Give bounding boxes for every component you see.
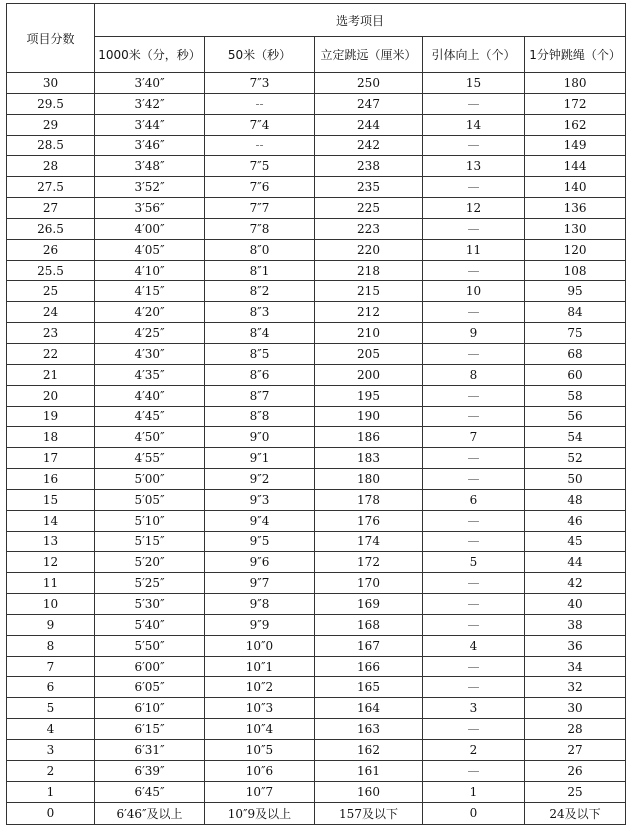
run-1000m-cell: 5′30″: [95, 594, 205, 615]
run-50m-cell: 10″2: [205, 677, 315, 698]
table-row: [7, 781, 626, 802]
run-50m-cell: 9″7: [205, 573, 315, 594]
score-cell: 23: [7, 323, 95, 344]
pull-ups-cell: —: [423, 531, 525, 552]
run-50m-cell: 8″3: [205, 302, 315, 323]
table-header: [7, 4, 626, 73]
jump-rope-cell: 172: [525, 93, 626, 114]
table-row: [7, 198, 626, 219]
jump-rope-cell: 40: [525, 594, 626, 615]
long-jump-cell: 168: [315, 614, 423, 635]
score-cell: 25.5: [7, 260, 95, 281]
score-cell: 20: [7, 385, 95, 406]
jump-rope-cell: 30: [525, 698, 626, 719]
long-jump-cell: 195: [315, 385, 423, 406]
long-jump-cell: 163: [315, 719, 423, 740]
run-1000m-cell: 6′46″及以上: [95, 802, 205, 824]
table-row: [7, 469, 626, 490]
long-jump-cell: 176: [315, 510, 423, 531]
pull-ups-cell: 4: [423, 635, 525, 656]
pull-ups-cell: 15: [423, 73, 525, 94]
jump-rope-cell: 144: [525, 156, 626, 177]
table-row: [7, 573, 626, 594]
long-jump-cell: 225: [315, 198, 423, 219]
pull-ups-cell: —: [423, 177, 525, 198]
run-1000m-cell: 5′50″: [95, 635, 205, 656]
table-row: [7, 614, 626, 635]
table-row: [7, 677, 626, 698]
jump-rope-cell: 46: [525, 510, 626, 531]
run-50m-cell: 10″4: [205, 719, 315, 740]
long-jump-cell: 170: [315, 573, 423, 594]
run-1000m-cell: 6′45″: [95, 781, 205, 802]
long-jump-cell: 210: [315, 323, 423, 344]
table-row: [7, 239, 626, 260]
score-cell: 2: [7, 760, 95, 781]
score-cell: 24: [7, 302, 95, 323]
table-row: [7, 260, 626, 281]
score-cell: 13: [7, 531, 95, 552]
score-cell: 27.5: [7, 177, 95, 198]
jump-rope-cell: 24及以下: [525, 802, 626, 824]
jump-rope-cell: 28: [525, 719, 626, 740]
run-50m-cell: 8″8: [205, 406, 315, 427]
score-cell: 27: [7, 198, 95, 219]
score-cell: 18: [7, 427, 95, 448]
run-1000m-cell: 4′30″: [95, 343, 205, 364]
score-cell: 4: [7, 719, 95, 740]
run-50m-cell: 7″7: [205, 198, 315, 219]
table-row: [7, 364, 626, 385]
run-50m-cell: 7″5: [205, 156, 315, 177]
table-row: [7, 719, 626, 740]
table-row: [7, 177, 626, 198]
pull-ups-cell: 0: [423, 802, 525, 824]
pull-ups-cell: —: [423, 677, 525, 698]
table-row: [7, 802, 626, 824]
table-row: [7, 302, 626, 323]
jump-rope-cell: 58: [525, 385, 626, 406]
score-cell: 28.5: [7, 135, 95, 156]
pull-ups-cell: 1: [423, 781, 525, 802]
run-50m-cell: 10″3: [205, 698, 315, 719]
table-row: [7, 385, 626, 406]
jump-rope-cell: 38: [525, 614, 626, 635]
run-1000m-cell: 3′40″: [95, 73, 205, 94]
jump-rope-cell: 44: [525, 552, 626, 573]
table-row: [7, 323, 626, 344]
run-1000m-cell: 6′39″: [95, 760, 205, 781]
jump-rope-cell: 149: [525, 135, 626, 156]
table-row: [7, 594, 626, 615]
run-50m-cell: 9″3: [205, 489, 315, 510]
run-1000m-cell: 4′45″: [95, 406, 205, 427]
table-row: [7, 489, 626, 510]
table-row: [7, 510, 626, 531]
pull-ups-cell: —: [423, 218, 525, 239]
run-50m-cell: 10″5: [205, 740, 315, 761]
long-jump-cell: 178: [315, 489, 423, 510]
score-cell: 30: [7, 73, 95, 94]
pull-ups-cell: 10: [423, 281, 525, 302]
score-cell: 12: [7, 552, 95, 573]
jump-rope-cell: 25: [525, 781, 626, 802]
table-row: [7, 698, 626, 719]
jump-rope-cell: 34: [525, 656, 626, 677]
pull-ups-cell: —: [423, 260, 525, 281]
long-jump-cell: 235: [315, 177, 423, 198]
long-jump-cell: 244: [315, 114, 423, 135]
long-jump-cell: 220: [315, 239, 423, 260]
long-jump-cell: 186: [315, 427, 423, 448]
run-1000m-cell: 4′50″: [95, 427, 205, 448]
score-cell: 17: [7, 448, 95, 469]
table-row: [7, 656, 626, 677]
score-cell: 3: [7, 740, 95, 761]
score-cell: 0: [7, 802, 95, 824]
run-1000m-cell: 4′20″: [95, 302, 205, 323]
elective-items-header: 选考项目: [95, 4, 626, 37]
run-1000m-cell: 4′35″: [95, 364, 205, 385]
score-cell: 8: [7, 635, 95, 656]
run-50m-cell: 9″4: [205, 510, 315, 531]
run-1000m-cell: 4′55″: [95, 448, 205, 469]
run-50m-cell: 9″9: [205, 614, 315, 635]
run-50m-cell: 9″5: [205, 531, 315, 552]
score-cell: 7: [7, 656, 95, 677]
run-1000m-cell: 5′25″: [95, 573, 205, 594]
run-1000m-cell: 4′40″: [95, 385, 205, 406]
run-50m-cell: 7″3: [205, 73, 315, 94]
run-50m-cell: 8″1: [205, 260, 315, 281]
score-cell: 15: [7, 489, 95, 510]
long-jump-cell: 161: [315, 760, 423, 781]
jump-rope-cell: 140: [525, 177, 626, 198]
run-1000m-cell: 3′52″: [95, 177, 205, 198]
table-row: [7, 427, 626, 448]
table-row: [7, 114, 626, 135]
pull-ups-cell: —: [423, 719, 525, 740]
run-1000m-cell: 5′20″: [95, 552, 205, 573]
run-1000m-cell: 3′44″: [95, 114, 205, 135]
table-row: [7, 218, 626, 239]
pull-ups-cell: —: [423, 135, 525, 156]
col-header-pull-ups: 引体向上（个）: [423, 37, 525, 73]
run-1000m-cell: 5′15″: [95, 531, 205, 552]
long-jump-cell: 160: [315, 781, 423, 802]
run-1000m-cell: 4′15″: [95, 281, 205, 302]
jump-rope-cell: 52: [525, 448, 626, 469]
long-jump-cell: 172: [315, 552, 423, 573]
jump-rope-cell: 180: [525, 73, 626, 94]
run-1000m-cell: 5′10″: [95, 510, 205, 531]
long-jump-cell: 162: [315, 740, 423, 761]
run-50m-cell: 8″5: [205, 343, 315, 364]
score-cell: 21: [7, 364, 95, 385]
table-row: [7, 281, 626, 302]
score-cell: 28: [7, 156, 95, 177]
run-50m-cell: 8″6: [205, 364, 315, 385]
long-jump-cell: 164: [315, 698, 423, 719]
long-jump-cell: 250: [315, 73, 423, 94]
long-jump-cell: 205: [315, 343, 423, 364]
table-row: [7, 343, 626, 364]
pull-ups-cell: —: [423, 573, 525, 594]
pull-ups-cell: 9: [423, 323, 525, 344]
run-50m-cell: 7″6: [205, 177, 315, 198]
long-jump-cell: 167: [315, 635, 423, 656]
long-jump-cell: 200: [315, 364, 423, 385]
jump-rope-cell: 162: [525, 114, 626, 135]
long-jump-cell: 215: [315, 281, 423, 302]
jump-rope-cell: 136: [525, 198, 626, 219]
score-column-header: 项目分数: [7, 4, 95, 73]
score-cell: 22: [7, 343, 95, 364]
jump-rope-cell: 32: [525, 677, 626, 698]
run-50m-cell: 9″8: [205, 594, 315, 615]
long-jump-cell: 180: [315, 469, 423, 490]
jump-rope-cell: 26: [525, 760, 626, 781]
run-50m-cell: 10″1: [205, 656, 315, 677]
jump-rope-cell: 48: [525, 489, 626, 510]
run-50m-cell: 10″9及以上: [205, 802, 315, 824]
run-50m-cell: 7″8: [205, 218, 315, 239]
long-jump-cell: 223: [315, 218, 423, 239]
long-jump-cell: 165: [315, 677, 423, 698]
run-1000m-cell: 5′05″: [95, 489, 205, 510]
pull-ups-cell: —: [423, 594, 525, 615]
jump-rope-cell: 45: [525, 531, 626, 552]
score-cell: 5: [7, 698, 95, 719]
pull-ups-cell: —: [423, 656, 525, 677]
score-cell: 9: [7, 614, 95, 635]
run-1000m-cell: 3′48″: [95, 156, 205, 177]
jump-rope-cell: 84: [525, 302, 626, 323]
pull-ups-cell: 6: [423, 489, 525, 510]
long-jump-cell: 247: [315, 93, 423, 114]
table-row: [7, 760, 626, 781]
run-50m-cell: 9″2: [205, 469, 315, 490]
table-body: [7, 73, 626, 825]
long-jump-cell: 238: [315, 156, 423, 177]
pull-ups-cell: 5: [423, 552, 525, 573]
table-row: [7, 448, 626, 469]
jump-rope-cell: 50: [525, 469, 626, 490]
run-1000m-cell: 5′40″: [95, 614, 205, 635]
run-50m-cell: --: [205, 93, 315, 114]
run-1000m-cell: 3′46″: [95, 135, 205, 156]
run-1000m-cell: 5′00″: [95, 469, 205, 490]
long-jump-cell: 174: [315, 531, 423, 552]
run-1000m-cell: 6′31″: [95, 740, 205, 761]
run-1000m-cell: 6′00″: [95, 656, 205, 677]
run-1000m-cell: 6′15″: [95, 719, 205, 740]
run-1000m-cell: 3′42″: [95, 93, 205, 114]
table-row: [7, 635, 626, 656]
jump-rope-cell: 60: [525, 364, 626, 385]
pull-ups-cell: 7: [423, 427, 525, 448]
jump-rope-cell: 108: [525, 260, 626, 281]
pull-ups-cell: —: [423, 760, 525, 781]
table-row: [7, 552, 626, 573]
long-jump-cell: 157及以下: [315, 802, 423, 824]
run-50m-cell: 8″0: [205, 239, 315, 260]
long-jump-cell: 190: [315, 406, 423, 427]
jump-rope-cell: 130: [525, 218, 626, 239]
long-jump-cell: 169: [315, 594, 423, 615]
table-row: [7, 531, 626, 552]
long-jump-cell: 212: [315, 302, 423, 323]
table-row: [7, 740, 626, 761]
run-50m-cell: --: [205, 135, 315, 156]
run-50m-cell: 8″7: [205, 385, 315, 406]
table-row: [7, 156, 626, 177]
pull-ups-cell: —: [423, 448, 525, 469]
col-header-standing-long-jump: 立定跳远（厘米）: [315, 37, 423, 73]
col-header-1000m: 1000米（分，秒）: [95, 37, 205, 73]
pull-ups-cell: —: [423, 93, 525, 114]
run-1000m-cell: 3′56″: [95, 198, 205, 219]
pull-ups-cell: 2: [423, 740, 525, 761]
run-50m-cell: 9″6: [205, 552, 315, 573]
col-header-50m: 50米（秒）: [205, 37, 315, 73]
col-header-jump-rope: 1分钟跳绳（个）: [525, 37, 626, 73]
run-50m-cell: 8″2: [205, 281, 315, 302]
run-1000m-cell: 4′25″: [95, 323, 205, 344]
jump-rope-cell: 120: [525, 239, 626, 260]
jump-rope-cell: 27: [525, 740, 626, 761]
score-cell: 1: [7, 781, 95, 802]
run-50m-cell: 9″0: [205, 427, 315, 448]
long-jump-cell: 218: [315, 260, 423, 281]
run-50m-cell: 10″0: [205, 635, 315, 656]
run-1000m-cell: 4′05″: [95, 239, 205, 260]
pull-ups-cell: —: [423, 469, 525, 490]
score-cell: 26: [7, 239, 95, 260]
pull-ups-cell: —: [423, 343, 525, 364]
jump-rope-cell: 95: [525, 281, 626, 302]
pull-ups-cell: —: [423, 510, 525, 531]
pull-ups-cell: 8: [423, 364, 525, 385]
pull-ups-cell: 3: [423, 698, 525, 719]
run-1000m-cell: 6′10″: [95, 698, 205, 719]
jump-rope-cell: 36: [525, 635, 626, 656]
run-1000m-cell: 6′05″: [95, 677, 205, 698]
score-table: [6, 3, 626, 825]
run-50m-cell: 10″6: [205, 760, 315, 781]
pull-ups-cell: —: [423, 406, 525, 427]
table-row: [7, 93, 626, 114]
pull-ups-cell: —: [423, 302, 525, 323]
jump-rope-cell: 75: [525, 323, 626, 344]
run-50m-cell: 7″4: [205, 114, 315, 135]
score-cell: 19: [7, 406, 95, 427]
jump-rope-cell: 54: [525, 427, 626, 448]
table-row: [7, 73, 626, 94]
long-jump-cell: 183: [315, 448, 423, 469]
score-cell: 14: [7, 510, 95, 531]
jump-rope-cell: 68: [525, 343, 626, 364]
run-1000m-cell: 4′10″: [95, 260, 205, 281]
score-cell: 6: [7, 677, 95, 698]
pull-ups-cell: 14: [423, 114, 525, 135]
long-jump-cell: 166: [315, 656, 423, 677]
jump-rope-cell: 56: [525, 406, 626, 427]
table-row: [7, 406, 626, 427]
jump-rope-cell: 42: [525, 573, 626, 594]
pull-ups-cell: 13: [423, 156, 525, 177]
score-cell: 16: [7, 469, 95, 490]
pull-ups-cell: —: [423, 385, 525, 406]
score-cell: 29: [7, 114, 95, 135]
table-row: [7, 135, 626, 156]
score-cell: 26.5: [7, 218, 95, 239]
run-50m-cell: 10″7: [205, 781, 315, 802]
score-cell: 29.5: [7, 93, 95, 114]
pull-ups-cell: —: [423, 614, 525, 635]
run-50m-cell: 8″4: [205, 323, 315, 344]
pull-ups-cell: 11: [423, 239, 525, 260]
run-50m-cell: 9″1: [205, 448, 315, 469]
pull-ups-cell: 12: [423, 198, 525, 219]
score-cell: 10: [7, 594, 95, 615]
score-cell: 25: [7, 281, 95, 302]
score-cell: 11: [7, 573, 95, 594]
run-1000m-cell: 4′00″: [95, 218, 205, 239]
long-jump-cell: 242: [315, 135, 423, 156]
